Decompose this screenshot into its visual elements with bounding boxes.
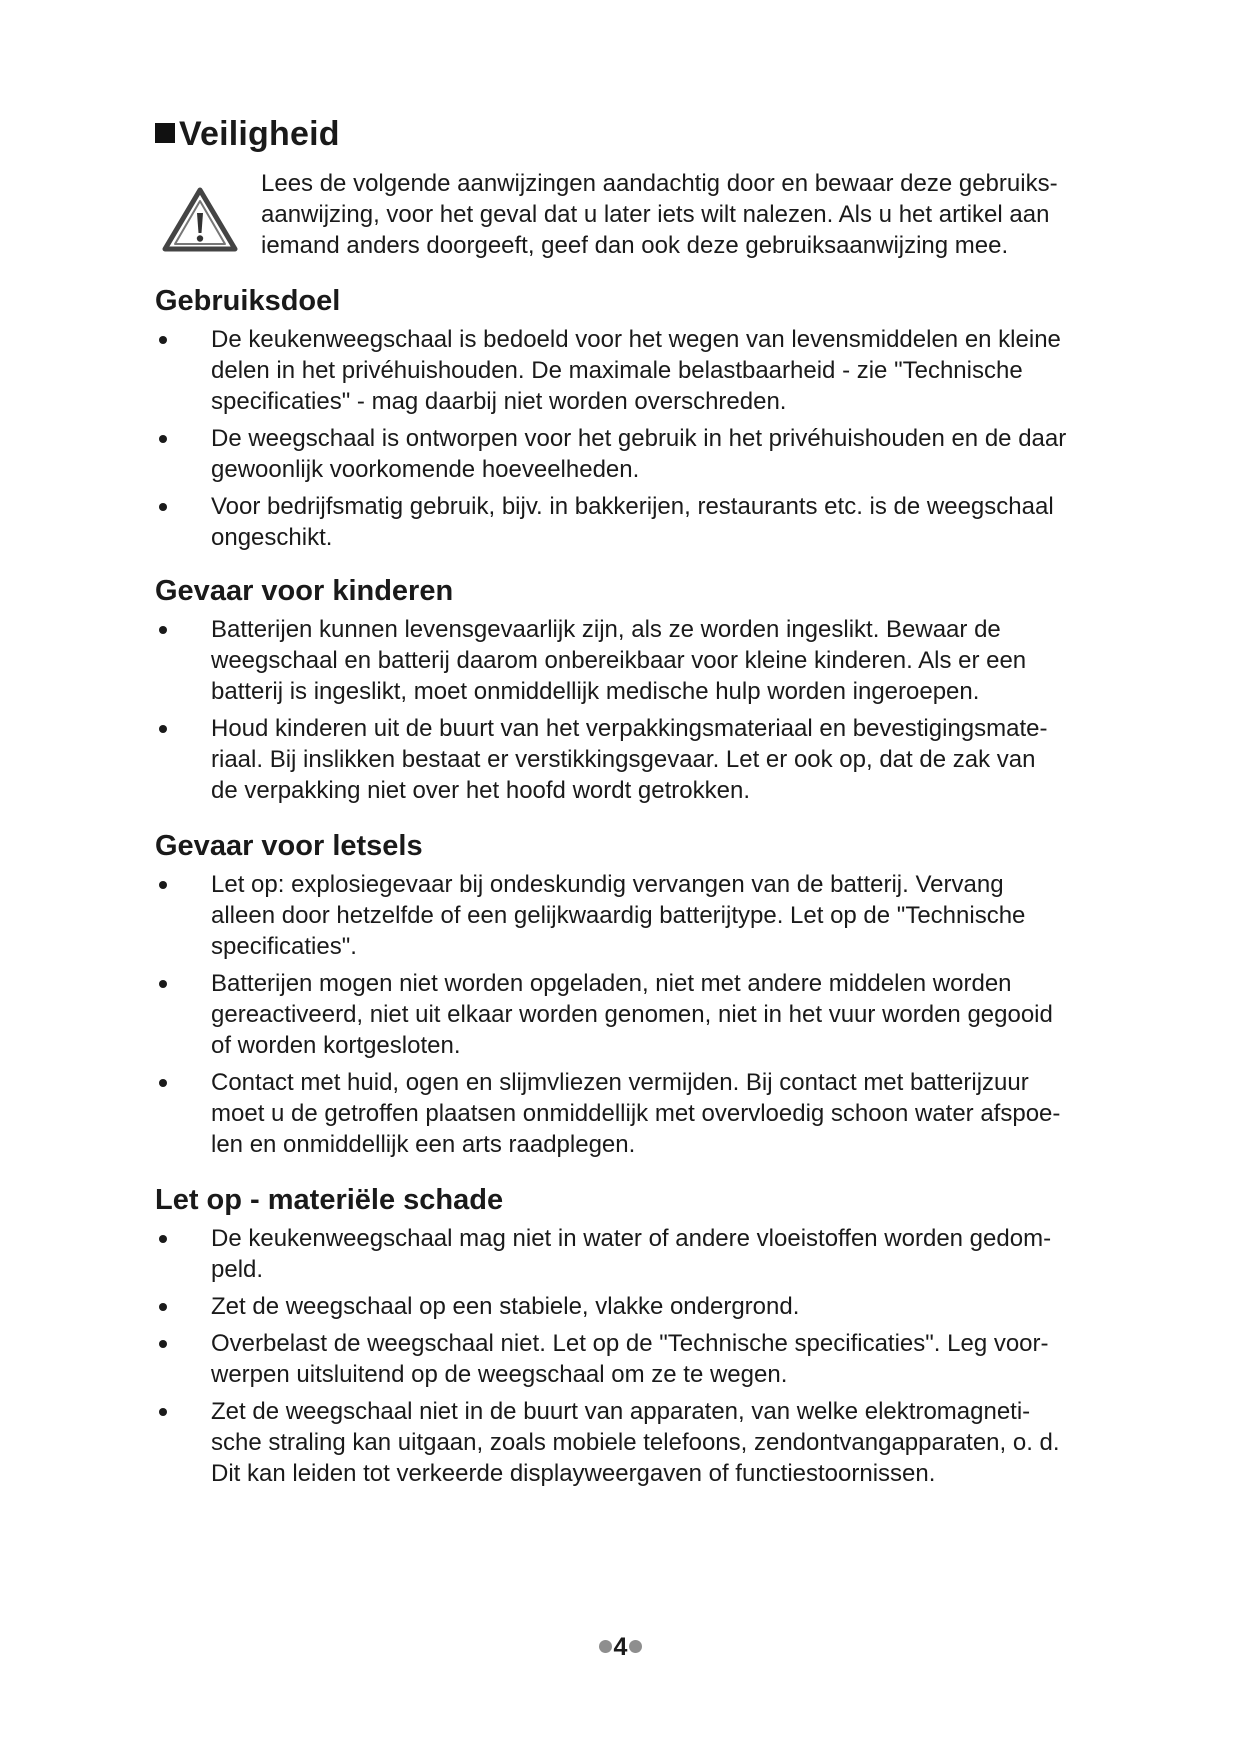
list-line: Dit kan leiden tot verkeerde displayweergaven of functiestoornissen.: [211, 1460, 936, 1487]
square-bullet-icon: [155, 123, 175, 143]
list-line: Voor bedrijfsmatig gebruik, bijv. in bakkerijen, restaurants etc. is de weegschaal: [211, 493, 1054, 520]
page-number: 4: [613, 1633, 628, 1661]
section-gebruiksdoel: [155, 283, 1095, 559]
bullet-icon: [159, 725, 167, 733]
section-heading: Gevaar voor letsels: [155, 830, 423, 862]
section-gevaar-voor-letsels: [155, 828, 1095, 1166]
bullet-icon: [159, 1303, 167, 1311]
list-line: ongeschikt.: [211, 524, 333, 551]
section-heading: Gebruiksdoel: [155, 285, 341, 317]
bullet-list: [155, 869, 1095, 1160]
bullet-icon: [159, 503, 167, 511]
list-item: [155, 1223, 1095, 1285]
bullet-icon: [159, 1235, 167, 1243]
list-line: de verpakking niet over het hoofd wordt getrokken.: [211, 777, 750, 804]
section-gevaar-voor-kinderen: [155, 573, 1095, 812]
bullet-icon: [159, 626, 167, 634]
list-line: delen in het privéhuishouden. De maximale belastbaarheid - zie "Technische: [211, 357, 1023, 384]
list-line: De keukenweegschaal is bedoeld voor het wegen van levensmiddelen en kleine: [211, 326, 1061, 353]
list-line: specificaties" - mag daarbij niet worden overschreden.: [211, 388, 787, 415]
list-line: gewoonlijk voorkomende hoeveelheden.: [211, 456, 640, 483]
list-item: [155, 968, 1095, 1061]
bullet-icon: [159, 881, 167, 889]
list-line: werpen uitsluitend op de weegschaal om ze te wegen.: [211, 1361, 788, 1388]
list-line: Batterijen mogen niet worden opgeladen, niet met andere middelen worden: [211, 970, 1012, 997]
list-item: [155, 1291, 1095, 1322]
section-heading: Gevaar voor kinderen: [155, 575, 454, 607]
list-line: batterij is ingeslikt, moet onmiddellijk medische hulp worden ingeroepen.: [211, 678, 980, 705]
warning-triangle-icon: [162, 187, 238, 253]
list-line: Batterijen kunnen levensgevaarlijk zijn, als ze worden ingeslikt. Bewaar de: [211, 616, 1001, 643]
list-line: peld.: [211, 1256, 264, 1283]
list-line: Contact met huid, ogen en slijmvliezen vermijden. Bij contact met batterijzuur: [211, 1069, 1029, 1096]
list-line: specificaties".: [211, 933, 357, 960]
list-item: [155, 1396, 1095, 1489]
list-line: Zet de weegschaal niet in de buurt van apparaten, van welke elektromagneti-: [211, 1398, 1031, 1425]
intro-text: [261, 168, 1121, 261]
bullet-icon: [159, 980, 167, 988]
list-item: [155, 1067, 1095, 1160]
bullet-icon: [159, 1079, 167, 1087]
list-line: Zet de weegschaal op een stabiele, vlakke ondergrond.: [211, 1293, 800, 1320]
list-line: Overbelast de weegschaal niet. Let op de "Technische specificaties". Leg voor-: [211, 1330, 1049, 1357]
intro-line: iemand anders doorgeeft, geef dan ook deze gebruiksaanwijzing mee.: [261, 232, 1009, 259]
list-item: [155, 324, 1095, 417]
dot-icon: [629, 1640, 642, 1653]
bullet-icon: [159, 1408, 167, 1416]
list-item: [155, 1328, 1095, 1390]
list-line: Let op: explosiegevaar bij ondeskundig vervangen van de batterij. Vervang: [211, 871, 1004, 898]
list-line: moet u de getroffen plaatsen onmiddellijk met overvloedig schoon water afspoe-: [211, 1100, 1061, 1127]
list-item: [155, 713, 1095, 806]
bullet-list: [155, 324, 1095, 553]
dot-icon: [599, 1640, 612, 1653]
list-line: gereactiveerd, niet uit elkaar worden genomen, niet in het vuur worden gegooid: [211, 1001, 1053, 1028]
list-line: alleen door hetzelfde of een gelijkwaardig batterijtype. Let op de "Technische: [211, 902, 1026, 929]
list-line: De keukenweegschaal mag niet in water of andere vloeistoffen worden gedom-: [211, 1225, 1052, 1252]
section-materiele-schade: [155, 1182, 1095, 1495]
list-item: [155, 423, 1095, 485]
list-line: Houd kinderen uit de buurt van het verpakkingsmateriaal en bevestigingsmate-: [211, 715, 1048, 742]
list-line: sche straling kan uitgaan, zoals mobiele telefoons, zendontvangapparaten, o. d.: [211, 1429, 1060, 1456]
bullet-list: [155, 1223, 1095, 1489]
list-item: [155, 614, 1095, 707]
list-line: of worden kortgesloten.: [211, 1032, 461, 1059]
page-footer: [0, 1632, 1241, 1662]
list-line: len en onmiddellijk een arts raadplegen.: [211, 1131, 636, 1158]
bullet-list: [155, 614, 1095, 806]
intro-line: Lees de volgende aanwijzingen aandachtig door en bewaar deze gebruiks-: [261, 170, 1058, 197]
page-title-text: Veiligheid: [179, 115, 340, 153]
section-heading: Let op - materiële schade: [155, 1184, 504, 1216]
list-line: De weegschaal is ontworpen voor het gebruik in het privéhuishouden en de daar: [211, 425, 1067, 452]
intro-line: aanwijzing, voor het geval dat u later iets wilt nalezen. Als u het artikel aan: [261, 201, 1050, 228]
bullet-icon: [159, 1340, 167, 1348]
list-line: riaal. Bij inslikken bestaat er verstikkingsgevaar. Let er ook op, dat de zak van: [211, 746, 1036, 773]
bullet-icon: [159, 336, 167, 344]
bullet-icon: [159, 435, 167, 443]
list-item: [155, 869, 1095, 962]
list-line: weegschaal en batterij daarom onbereikbaar voor kleine kinderen. Als er een: [211, 647, 1027, 674]
list-item: [155, 491, 1095, 553]
page-title: [155, 114, 340, 154]
